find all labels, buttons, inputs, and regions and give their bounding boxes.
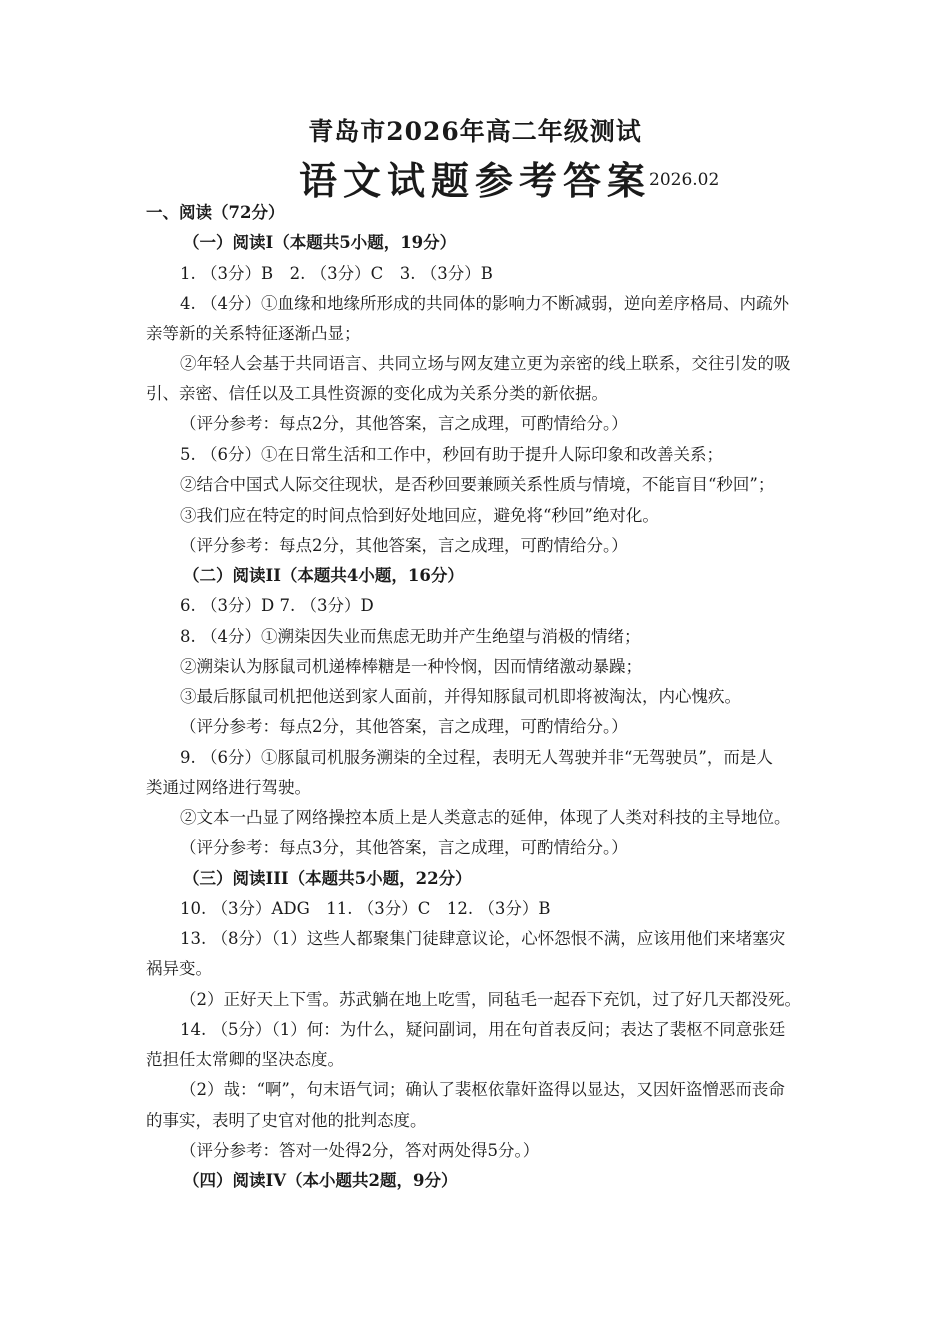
- answer-line: 的事实，表明了史官对他的批判态度。: [146, 1111, 427, 1130]
- answer-line: ②结合中国式人际交往现状，是否秒回要兼顾关系性质与情境，不能盲目“秒回”；: [180, 475, 775, 494]
- scoring-note: （评分参考：每点2分，其他答案，言之成理，可酌情给分。）: [180, 536, 628, 555]
- answer-line: 6. （3分）D 7. （3分）D: [180, 596, 374, 615]
- answer-line: 范担任太常卿的坚决态度。: [146, 1050, 344, 1069]
- answer-line: 类通过网络进行驾驶。: [146, 778, 311, 797]
- scoring-note: （评分参考：每点2分，其他答案，言之成理，可酌情给分。）: [180, 717, 628, 736]
- answer-line: 4. （4分）①血缘和地缘所形成的共同体的影响力不断减弱，逆向差序格局、内疏外: [180, 294, 789, 313]
- answer-key-title: 语文试题参考答案: [298, 158, 651, 203]
- answer-line: 13. （8分）（1）这些人都聚集门徒肆意议论，心怀怨恨不满，应该用他们来堵塞灾: [180, 929, 786, 948]
- subsection-reading-4-heading: （四）阅读IV（本小题共2题，9分）: [183, 1171, 458, 1190]
- answer-line: 10. （3分）ADG 11. （3分）C 12. （3分）B: [180, 899, 551, 918]
- answer-line: 1. （3分）B 2. （3分）C 3. （3分）B: [180, 264, 493, 283]
- answer-line: ②年轻人会基于共同语言、共同立场与网友建立更为亲密的线上联系，交往引发的吸: [180, 354, 791, 373]
- answer-line: （2）哉：“啊”，句末语气词；确认了裴枢依靠奸盗得以显达，又因奸盗憎恶而丧命: [180, 1080, 785, 1099]
- answer-line: 祸异变。: [146, 959, 212, 978]
- scoring-note: （评分参考：每点3分，其他答案，言之成理，可酌情给分。）: [180, 838, 628, 857]
- answer-line: ②文本一凸显了网络操控本质上是人类意志的延伸，体现了人类对科技的主导地位。: [180, 808, 791, 827]
- answer-line: 亲等新的关系特征逐渐凸显；: [146, 324, 361, 343]
- answer-line: ③我们应在特定的时间点恰到好处地回应，避免将“秒回”绝对化。: [180, 506, 659, 525]
- scoring-note: （评分参考：答对一处得2分，答对两处得5分。）: [180, 1141, 540, 1160]
- subsection-reading-2-heading: （二）阅读II（本题共4小题，16分）: [183, 566, 464, 585]
- answer-line: （2）正好天上下雪。苏武躺在地上吃雪，同毡毛一起吞下充饥，过了好几天都没死。: [180, 990, 801, 1009]
- answer-line: 引、亲密、信任以及工具性资源的变化成为关系分类的新依据。: [146, 384, 608, 403]
- subsection-reading-3-heading: （三）阅读III（本题共5小题，22分）: [183, 869, 472, 888]
- answer-line: ②溯柒认为豚鼠司机递棒棒糖是一种怜悯，因而情绪激动暴躁；: [180, 657, 642, 676]
- answer-line: 9. （6分）①豚鼠司机服务溯柒的全过程，表明无人驾驶并非“无驾驶员”，而是人: [180, 748, 773, 767]
- scoring-note: （评分参考：每点2分，其他答案，言之成理，可酌情给分。）: [180, 414, 628, 433]
- answer-line: ③最后豚鼠司机把他送到家人面前，并得知豚鼠司机即将被淘汰，内心愧疚。: [180, 687, 741, 706]
- answer-line: 5. （6分）①在日常生活和工作中，秒回有助于提升人际印象和改善关系；: [180, 445, 723, 464]
- answer-line: 8. （4分）①溯柒因失业而焦虑无助并产生绝望与消极的情绪；: [180, 627, 641, 646]
- exam-date: 2026.02: [649, 170, 720, 190]
- section-reading-heading: 一、阅读（72分）: [146, 203, 285, 222]
- answer-line: 14. （5分）（1）何：为什么，疑问副词，用在句首表反问；表达了裴枢不同意张廷: [180, 1020, 786, 1039]
- subsection-reading-1-heading: （一）阅读I（本题共5小题，19分）: [183, 233, 457, 252]
- exam-title: 青岛市2026年高二年级测试: [308, 117, 642, 146]
